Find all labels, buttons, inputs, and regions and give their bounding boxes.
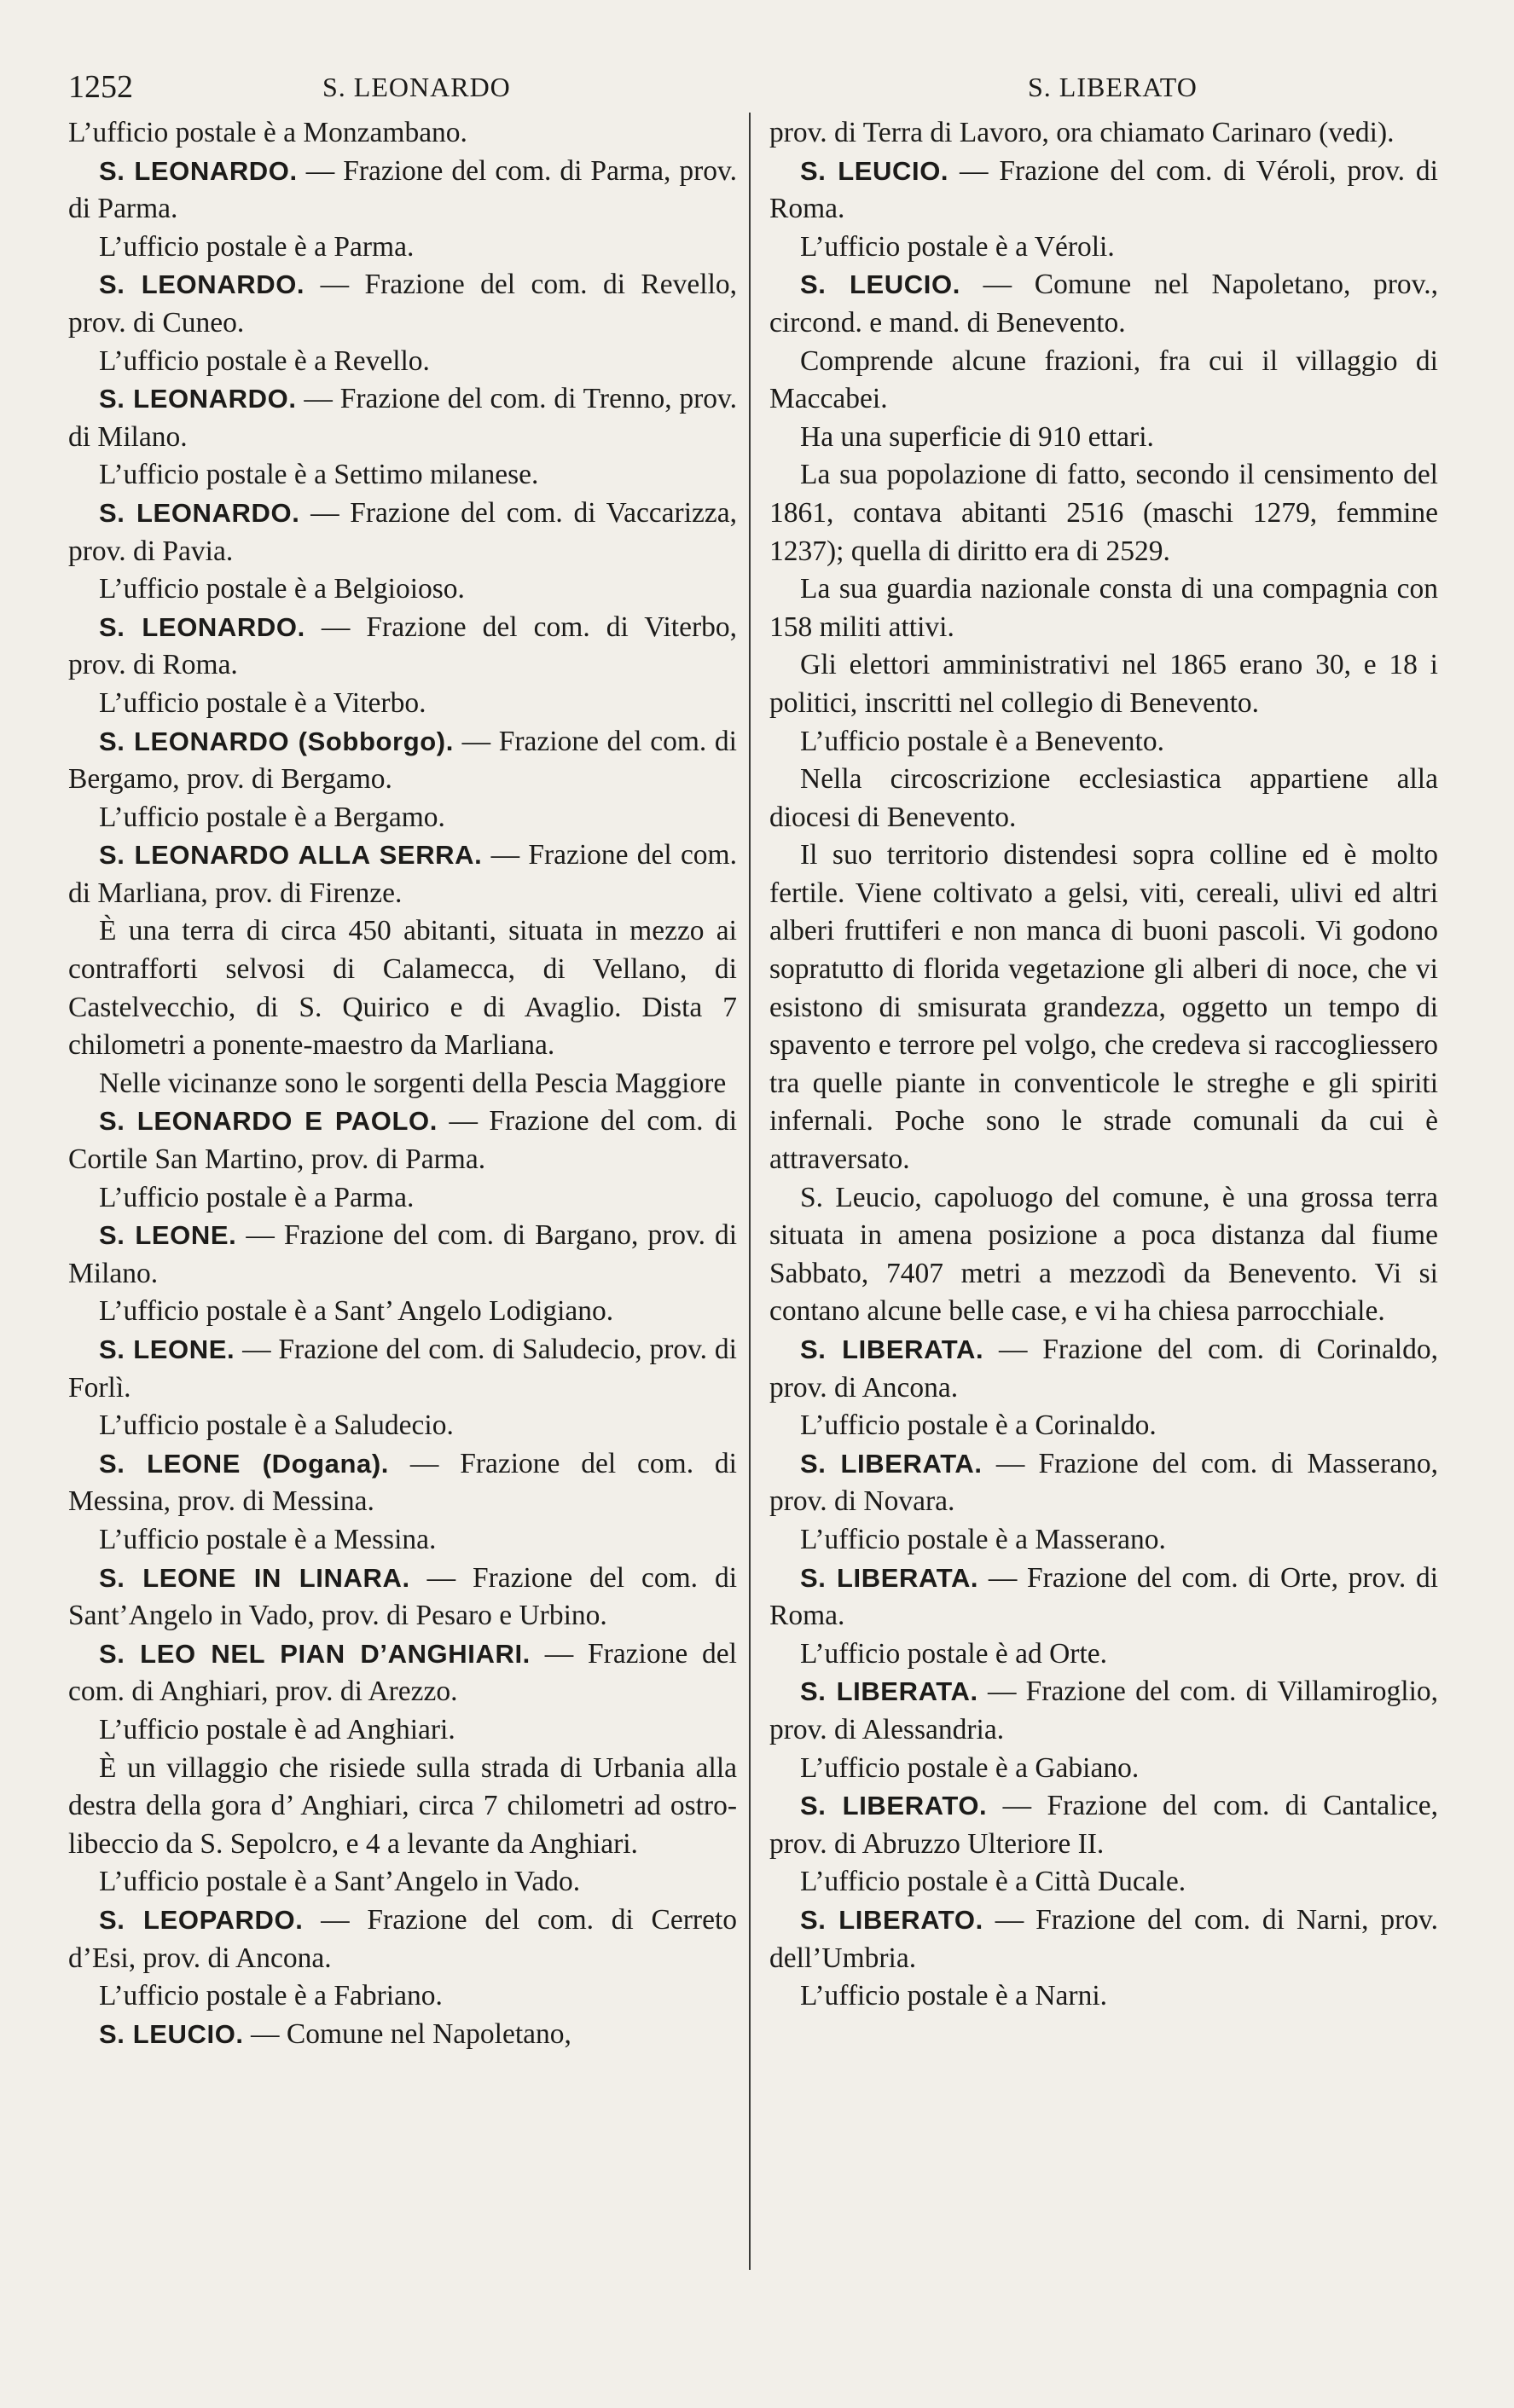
entry-headword: S. LIBERATA.: [800, 1562, 979, 1593]
entry-headword: S. LEO NEL PIAN D’ANGHIARI.: [99, 1638, 531, 1669]
entry-definition: [68, 1902, 737, 1977]
entry-paragraph: L’ufficio postale è a Benevento.: [800, 725, 1164, 757]
entry-definition: [769, 1331, 1438, 1407]
entry-headword: S. LEONARDO.: [99, 269, 305, 300]
entry-paragraph: L’ufficio postale è a Sant’Angelo in Vado.: [99, 1866, 581, 1898]
entry-paragraph: S. Leucio, capoluogo del comune, è una grossa terra situata in amena posizione a poca distanza dal fiume Sabbato, 7407 metri a mezzodì da Benevento. Vi si contano alcune belle case, e vi ha chiesa parrocchiale.: [769, 1181, 1438, 1328]
entry-text: L’ufficio postale è a Monzambano.: [68, 117, 467, 148]
entry-paragraph: Nella circoscrizione ecclesiastica appartiene alla diocesi di Benevento.: [769, 763, 1438, 833]
entry-definition: [68, 836, 737, 912]
entry-headword: S. LIBERATA.: [800, 1448, 983, 1479]
entry-text: — Frazione del com. di Masserano, prov. di Novara.: [769, 1447, 1438, 1518]
entry-definition: [68, 1635, 737, 1711]
entry-text: — Frazione del com. di Trenno, prov. di Milano.: [68, 383, 738, 453]
entry-paragraph: L’ufficio postale è a Messina.: [99, 1523, 437, 1555]
entry-definition: [68, 1217, 737, 1293]
right-column: [769, 114, 1438, 2016]
entry-definition: [68, 723, 737, 799]
entry-text: — Frazione del com. di Messina, prov. di Messina.: [68, 1447, 737, 1518]
entry-definition: [68, 1560, 737, 1635]
entry-definition: [769, 1560, 1438, 1635]
dictionary-entry: [769, 153, 1438, 267]
dictionary-entry: [68, 609, 737, 723]
entry-headword: S. LEONE.: [99, 1334, 235, 1364]
dictionary-entry: [769, 114, 1438, 153]
entry-definition: [769, 266, 1438, 342]
entry-text: — Frazione del com. di Vaccarizza, prov. di Pavia.: [68, 496, 737, 567]
entry-paragraph: L’ufficio postale è a Saludecio.: [99, 1409, 454, 1442]
entry-paragraph: È un villaggio che risiede sulla strada di Urbania alla destra della gora d’ Anghiari, circa 7 chilometri ad ostro-libeccio da S. Sepolcro, e 4 a levante da Anghiari.: [68, 1751, 737, 1860]
entry-paragraph: L’ufficio postale è a Masserano.: [800, 1523, 1166, 1555]
dictionary-entry: [769, 1445, 1438, 1560]
entry-definition: [68, 114, 737, 153]
dictionary-entry: [68, 495, 737, 609]
entry-text: — Frazione del com. di Bargano, prov. di Milano.: [68, 1219, 737, 1289]
left-column: [68, 114, 737, 2053]
entry-paragraph: L’ufficio postale è a Viterbo.: [99, 686, 426, 719]
entry-definition: [769, 1902, 1438, 1977]
entry-definition: [68, 609, 737, 685]
dictionary-entry: [68, 1331, 737, 1445]
entry-definition: [769, 1445, 1438, 1521]
entry-paragraph: Comprende alcune frazioni, fra cui il villaggio di Maccabei.: [769, 344, 1438, 415]
entry-text: — Comune nel Napoletano,: [243, 2017, 571, 2050]
entry-paragraph: L’ufficio postale è ad Anghiari.: [99, 1713, 455, 1745]
entry-paragraph: L’ufficio postale è a Narni.: [800, 1980, 1108, 2012]
entry-text: — Frazione del com. di Marliana, prov. di Firenze.: [68, 839, 737, 909]
entry-definition: [769, 153, 1438, 229]
entry-text: — Frazione del com. di Cerreto d’Esi, prov. di Ancona.: [68, 1903, 738, 1974]
entry-paragraph: L’ufficio postale è a Sant’ Angelo Lodigiano.: [99, 1295, 614, 1328]
dictionary-entry: [769, 1673, 1438, 1787]
entry-headword: S. LEONE.: [99, 1220, 237, 1251]
entry-paragraph: L’ufficio postale è a Belgioioso.: [99, 573, 465, 605]
entry-headword: S. LIBERATO.: [800, 1791, 988, 1821]
entry-headword: S. LEOPARDO.: [99, 1904, 304, 1935]
entry-definition: [68, 380, 737, 456]
dictionary-entry: [68, 1103, 737, 1217]
entry-paragraph: L’ufficio postale è a Fabriano.: [99, 1980, 443, 2012]
dictionary-entry: [68, 1217, 737, 1331]
entry-headword: S. LIBERATO.: [800, 1904, 983, 1935]
entry-paragraph: L’ufficio postale è a Bergamo.: [99, 801, 445, 833]
entry-definition: [68, 1445, 737, 1521]
dictionary-entry: [68, 836, 737, 1103]
entry-paragraph: Ha una superficie di 910 ettari.: [800, 420, 1154, 453]
entry-headword: S. LEONE (Dogana).: [99, 1448, 389, 1479]
entry-text: — Frazione del com. di Sant’Angelo in Vado, prov. di Pesaro e Urbino.: [68, 1561, 737, 1632]
entry-headword: S. LEONARDO.: [99, 155, 298, 186]
entry-text: — Frazione del com. di Viterbo, prov. di Roma.: [68, 611, 737, 681]
entry-paragraph: Gli elettori amministrativi nel 1865 erano 30, e 18 i politici, inscritti nel collegio di Benevento.: [769, 649, 1438, 719]
dictionary-entry: [769, 1560, 1438, 1674]
entry-paragraph: L’ufficio postale è ad Orte.: [800, 1637, 1108, 1670]
dictionary-entry: [769, 1902, 1438, 2016]
entry-definition: [68, 2016, 737, 2054]
entry-paragraph: La sua guardia nazionale consta di una compagnia con 158 militi attivi.: [769, 573, 1438, 643]
entry-headword: S. LEONARDO.: [99, 611, 305, 642]
entry-definition: [68, 1331, 737, 1407]
dictionary-entry: [769, 1331, 1438, 1445]
entry-text: prov. di Terra di Lavoro, ora chiamato Carinaro (vedi).: [769, 117, 1395, 148]
entry-paragraph: Il suo territorio distendesi sopra colline ed è molto fertile. Viene coltivato a gelsi, viti, cereali, ulivi ed altri alberi fruttiferi e non manca di buoni pascoli. Vi godono sopratutto di florida vegetazione gli alberi di noce, che vi esistono di smisurata grandezza, oggetto un tempo di spavento e terrore pel volgo, che credeva si raccogliessero tra quelle piante in conventicole le streghe e gli spiriti infernali. Poche sono le strade comunali da cui è attraversato.: [769, 839, 1438, 1176]
entry-headword: S. LEONARDO E PAOLO.: [99, 1106, 438, 1137]
dictionary-entry: [68, 114, 737, 153]
entry-headword: S. LEONARDO (Sobborgo).: [99, 726, 454, 756]
dictionary-entry: [68, 723, 737, 837]
dictionary-entry: [68, 380, 737, 495]
entry-headword: S. LEUCIO.: [800, 155, 949, 186]
entry-paragraph: L’ufficio postale è a Revello.: [99, 344, 430, 377]
entry-definition: [769, 114, 1438, 153]
dictionary-entry: [68, 1445, 737, 1560]
entry-text: — Frazione del com. di Corinaldo, prov. di Ancona.: [769, 1334, 1438, 1404]
entry-headword: S. LEONE IN LINARA.: [99, 1562, 410, 1593]
entry-paragraph: L’ufficio postale è a Gabiano.: [800, 1751, 1140, 1784]
entry-text: — Frazione del com. di Cantalice, prov. di Abruzzo Ulteriore II.: [769, 1790, 1439, 1860]
entry-definition: [769, 1787, 1438, 1863]
entry-paragraph: L’ufficio postale è a Settimo milanese.: [99, 459, 539, 491]
page-number: 1252: [68, 69, 133, 105]
entry-definition: [68, 1103, 737, 1178]
running-head-right: S. LIBERATO: [1028, 72, 1198, 102]
entry-text: — Frazione del com. di Anghiari, prov. di Arezzo.: [68, 1637, 737, 1708]
dictionary-entry: [68, 153, 737, 267]
entry-definition: [68, 495, 737, 570]
dictionary-entry: [68, 266, 737, 380]
entry-text: — Frazione del com. di Saludecio, prov. di Forlì.: [68, 1334, 737, 1404]
entry-paragraph: Nelle vicinanze sono le sorgenti della Pescia Maggiore: [99, 1067, 727, 1099]
entry-text: — Frazione del com. di Orte, prov. di Roma.: [769, 1561, 1438, 1632]
dictionary-entry: [68, 1560, 737, 1635]
entry-headword: S. LIBERATA.: [800, 1676, 978, 1707]
entry-paragraph: L’ufficio postale è a Parma.: [99, 230, 415, 263]
entry-definition: [68, 266, 737, 342]
entry-definition: [769, 1673, 1438, 1749]
entry-headword: S. LEUCIO.: [99, 2018, 244, 2049]
entry-text: — Frazione del com. di Cortile San Martino, prov. di Parma.: [68, 1105, 737, 1176]
entry-paragraph: È una terra di circa 450 abitanti, situata in mezzo ai contrafforti selvosi di Calamecca, di Vellano, di Castelvecchio, di S. Quirico e di Avaglio. Dista 7 chilometri a ponente-maestro da Marliana.: [68, 915, 737, 1062]
entry-text: — Frazione del com. di Parma, prov. di Parma.: [68, 154, 737, 225]
entry-headword: S. LEUCIO.: [800, 269, 960, 300]
entry-text: — Frazione del com. di Narni, prov. dell’Umbria.: [769, 1903, 1438, 1974]
dictionary-entry: [769, 1787, 1438, 1902]
entry-headword: S. LIBERATA.: [800, 1334, 984, 1364]
entry-text: — Frazione del com. di Bergamo, prov. di Bergamo.: [68, 725, 737, 796]
entry-text: — Frazione del com. di Villamiroglio, prov. di Alessandria.: [769, 1676, 1438, 1745]
entry-paragraph: L’ufficio postale è a Città Ducale.: [800, 1866, 1186, 1898]
column-divider: [749, 113, 751, 2270]
entry-paragraph: L’ufficio postale è a Corinaldo.: [800, 1409, 1157, 1442]
entry-headword: S. LEONARDO.: [99, 384, 297, 414]
dictionary-entry: [68, 1635, 737, 1902]
entry-headword: S. LEONARDO.: [99, 497, 300, 528]
entry-paragraph: La sua popolazione di fatto, secondo il censimento del 1861, contava abitanti 2516 (maschi 1279, femmine 1237); quella di diritto era di 2529.: [769, 459, 1438, 567]
dictionary-entry: [68, 1902, 737, 2016]
entry-text: — Comune nel Napoletano, prov., circond. e mand. di Benevento.: [769, 269, 1438, 339]
entry-headword: S. LEONARDO ALLA SERRA.: [99, 840, 483, 871]
dictionary-entry: [769, 266, 1438, 1331]
running-head-left: S. LEONARDO: [322, 72, 511, 102]
entry-definition: [68, 153, 737, 229]
entry-text: — Frazione del com. di Véroli, prov. di Roma.: [769, 154, 1438, 225]
dictionary-entry: [68, 2016, 737, 2054]
entry-paragraph: L’ufficio postale è a Véroli.: [800, 230, 1115, 263]
entry-text: — Frazione del com. di Revello, prov. di Cuneo.: [68, 269, 737, 339]
entry-paragraph: L’ufficio postale è a Parma.: [99, 1181, 415, 1213]
